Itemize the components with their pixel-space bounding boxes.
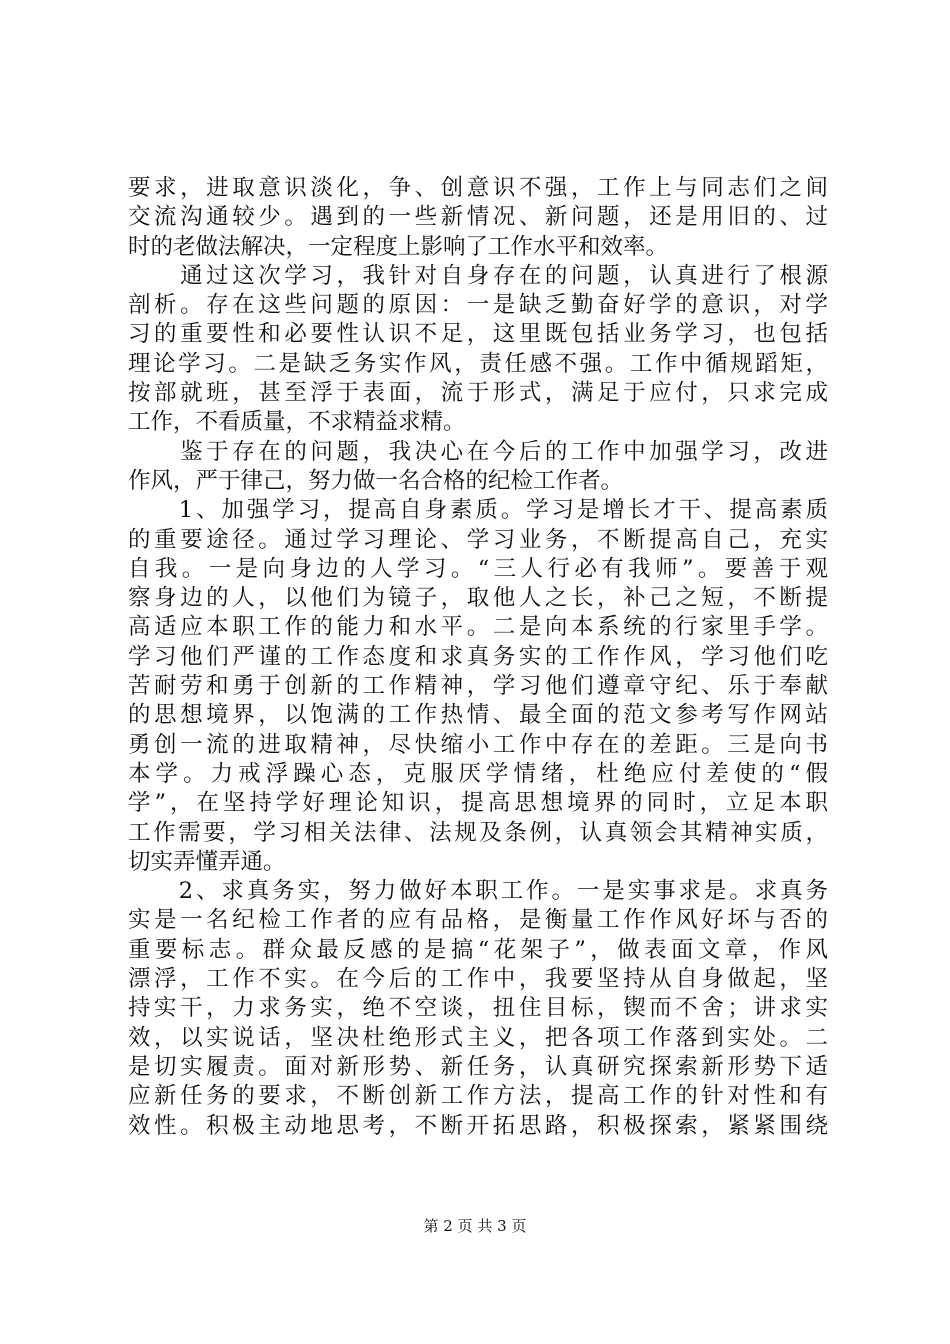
text-line: 作风，严于律己，努力做一名合格的纪检工作者。 (128, 467, 624, 494)
text-line: 按部就班，甚至浮于表面，流于形式，满足于应付，只求完成 (128, 380, 828, 407)
text-line: 鉴于存在的问题，我决心在今后的工作中加强学习，改进 (128, 438, 828, 465)
text-line: 重要标志。群众最反感的是搞“花架子”，做表面文章，作风 (128, 936, 828, 963)
text-line: 学习他们严谨的工作态度和求真务实的工作作风，学习他们吃 (128, 643, 828, 670)
text-line: 效，以实说话，坚决杜绝形式主义，把各项工作落到实处。二 (128, 1024, 828, 1051)
text-line: 剖析。存在这些问题的原因：一是缺乏勤奋好学的意识，对学 (128, 292, 828, 319)
text-line: 本学。力戒浮躁心态，克服厌学情绪，杜绝应付差使的“假 (128, 760, 828, 787)
body-text (128, 174, 828, 1141)
text-line: 1、加强学习，提高自身素质。学习是增长才干、提高素质 (128, 497, 828, 524)
text-line: 学”，在坚持学好理论知识，提高思想境界的同时，立足本职 (128, 790, 828, 817)
text-line: 自我。一是向身边的人学习。“三人行必有我师”。要善于观 (128, 555, 828, 582)
text-line: 交流沟通较少。遇到的一些新情况、新问题，还是用旧的、过 (128, 204, 828, 231)
text-line: 实是一名纪检工作者的应有品格，是衡量工作作风好坏与否的 (128, 907, 828, 934)
text-line: 工作，不看质量，不求精益求精。 (128, 409, 466, 436)
text-line: 习的重要性和必要性认识不足，这里既包括业务学习，也包括 (128, 321, 828, 348)
text-line: 持实干，力求务实，绝不空谈，扭住目标，锲而不舍；讲求实 (128, 995, 828, 1022)
text-line: 要求，进取意识淡化，争、创意识不强，工作上与同志们之间 (128, 175, 828, 201)
text-line: 察身边的人，以他们为镜子，取他人之长，补己之短，不断提 (128, 585, 828, 612)
text-line: 勇创一流的进取精神，尽快缩小工作中存在的差距。三是向书 (128, 731, 828, 758)
text-line: 应新任务的要求，不断创新工作方法，提高工作的针对性和有 (128, 1083, 828, 1110)
text-line: 高适应本职工作的能力和水平。二是向本系统的行家里手学。 (128, 614, 828, 641)
text-line: 时的老做法解决，一定程度上影响了工作水平和效率。 (128, 233, 669, 260)
text-line: 苦耐劳和勇于创新的工作精神，学习他们遵章守纪、乐于奉献 (128, 673, 828, 700)
text-line: 的重要途径。通过学习理论、学习业务，不断提高自己，充实 (128, 526, 828, 553)
text-line: 效性。积极主动地思考，不断开拓思路，积极探索，紧紧围绕 (128, 1112, 828, 1139)
text-line: 2、求真务实，努力做好本职工作。一是实事求是。求真务 (128, 878, 828, 905)
text-line: 切实弄懂弄通。 (128, 848, 286, 875)
text-line: 漂浮，工作不实。在今后的工作中，我要坚持从自身做起，坚 (128, 966, 828, 993)
text-line: 工作需要，学习相关法律、法规及条例，认真领会其精神实质， (128, 819, 828, 846)
text-line: 通过这次学习，我针对自身存在的问题，认真进行了根源 (128, 262, 828, 289)
text-line: 的思想境界，以饱满的工作热情、最全面的范文参考写作网站 (128, 702, 828, 729)
text-line: 理论学习。二是缺乏务实作风，责任感不强。工作中循规蹈矩， (128, 350, 828, 377)
page-footer: 第 2 页 共 3 页 (423, 1217, 527, 1235)
text-line: 是切实履责。面对新形势、新任务，认真研究探索新形势下适 (128, 1053, 828, 1080)
